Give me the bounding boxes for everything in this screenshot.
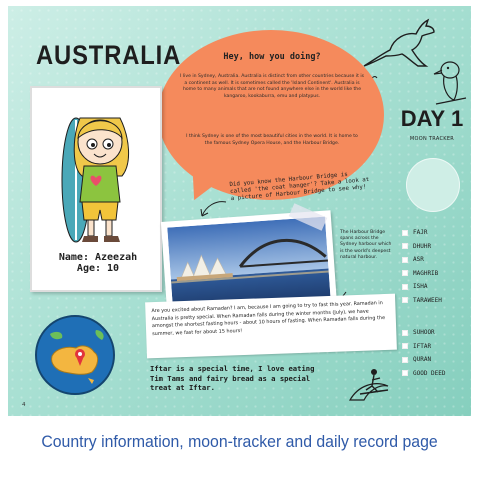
moon-tracker-circle[interactable] bbox=[406, 158, 460, 212]
checklist-row-good-deed[interactable]: GOOD DEED bbox=[402, 367, 471, 381]
iftar-note: Iftar is a special time, I love eating Tim Tams and fairy bread as a special treat at Iftar. bbox=[150, 364, 315, 393]
ramadan-text-card bbox=[145, 294, 397, 359]
page-title: AUSTRALIA bbox=[36, 40, 182, 70]
page-number: 4 bbox=[22, 402, 26, 408]
checklist-row-isha[interactable]: ISHA bbox=[402, 280, 471, 294]
day-label: DAY 1 bbox=[400, 106, 464, 131]
checkbox[interactable] bbox=[402, 297, 408, 303]
image-caption: Country information, moon-tracker and daily record page bbox=[41, 432, 438, 451]
prayer-checklist bbox=[402, 226, 471, 307]
bubble-heading: Hey, how you doing? bbox=[223, 52, 321, 62]
ramadan-text: Are you excited about Ramadan? I am, because I am going to try to fast this year. Ramadan in Australia is pretty special. When Ramadan falls during the winter months (July), we have amongst the shortest fasting hours - about 10 hours of fasting. When Ramadan falls during the summer, we fast for about 15 hours! bbox=[151, 300, 386, 337]
checkbox[interactable] bbox=[402, 230, 408, 236]
daily-checklist bbox=[402, 326, 471, 380]
moon-tracker-label: MOON TRACKER bbox=[409, 136, 455, 142]
checklist-row-maghrib[interactable]: MAGHRIB bbox=[402, 267, 471, 281]
checklist-row-taraweeh[interactable]: TARAWEEH bbox=[402, 294, 471, 308]
checkbox[interactable] bbox=[402, 343, 408, 349]
checklist-row-iftar[interactable]: IFTAR bbox=[402, 340, 471, 354]
checkbox[interactable] bbox=[402, 370, 408, 376]
checkbox[interactable] bbox=[402, 270, 408, 276]
surfer-icon bbox=[348, 366, 396, 406]
age-line: Age: 10 bbox=[76, 263, 120, 274]
checkbox[interactable] bbox=[402, 284, 408, 290]
checklist-row-fajr[interactable]: FAJR bbox=[402, 226, 471, 240]
harbour-bridge-fact: Did you know the Harbour Bridge is called 'the coat hanger'? Take a look at a picture of Harbour Bridge to see why! bbox=[229, 171, 370, 203]
photo-caption: The Harbour Bridge spans across the Sydney harbour which is the world's deepest natural harbour. bbox=[340, 230, 392, 260]
bubble-paragraph-1: I live in Sydney, Australia. Australia is distinct from other countries because it is a continent as well. It is sometimes called the 'Island Continent'. Australia is home to many animals that are not found anywhere else in the world like the kangaroo, kookaburra, emu and platypus. bbox=[180, 74, 364, 99]
profile-card bbox=[30, 86, 162, 292]
checkbox[interactable] bbox=[402, 243, 408, 249]
checkbox[interactable] bbox=[402, 330, 408, 336]
checklist-row-dhuhr[interactable]: DHUHR bbox=[402, 240, 471, 254]
book-page bbox=[8, 6, 471, 416]
name-line: Name: Azeezah bbox=[58, 252, 138, 263]
globe-australia-map bbox=[34, 314, 116, 396]
checklist-row-asr[interactable]: ASR bbox=[402, 253, 471, 267]
checkbox[interactable] bbox=[402, 357, 408, 363]
kookaburra-icon bbox=[432, 54, 468, 112]
kangaroo-icon bbox=[360, 16, 440, 72]
bubble-paragraph-2: I think Sydney is one of the most beautiful cities in the world. It is home to the famous Sydney Opera House, and the Harbour Bridge. bbox=[186, 134, 358, 146]
checklist-row-suhoor[interactable]: SUHOOR bbox=[402, 326, 471, 340]
checklist-row-quran[interactable]: QURAN bbox=[402, 353, 471, 367]
profile-name bbox=[42, 252, 154, 274]
checkbox[interactable] bbox=[402, 257, 408, 263]
girl-with-surfboard-illustration bbox=[42, 98, 152, 248]
